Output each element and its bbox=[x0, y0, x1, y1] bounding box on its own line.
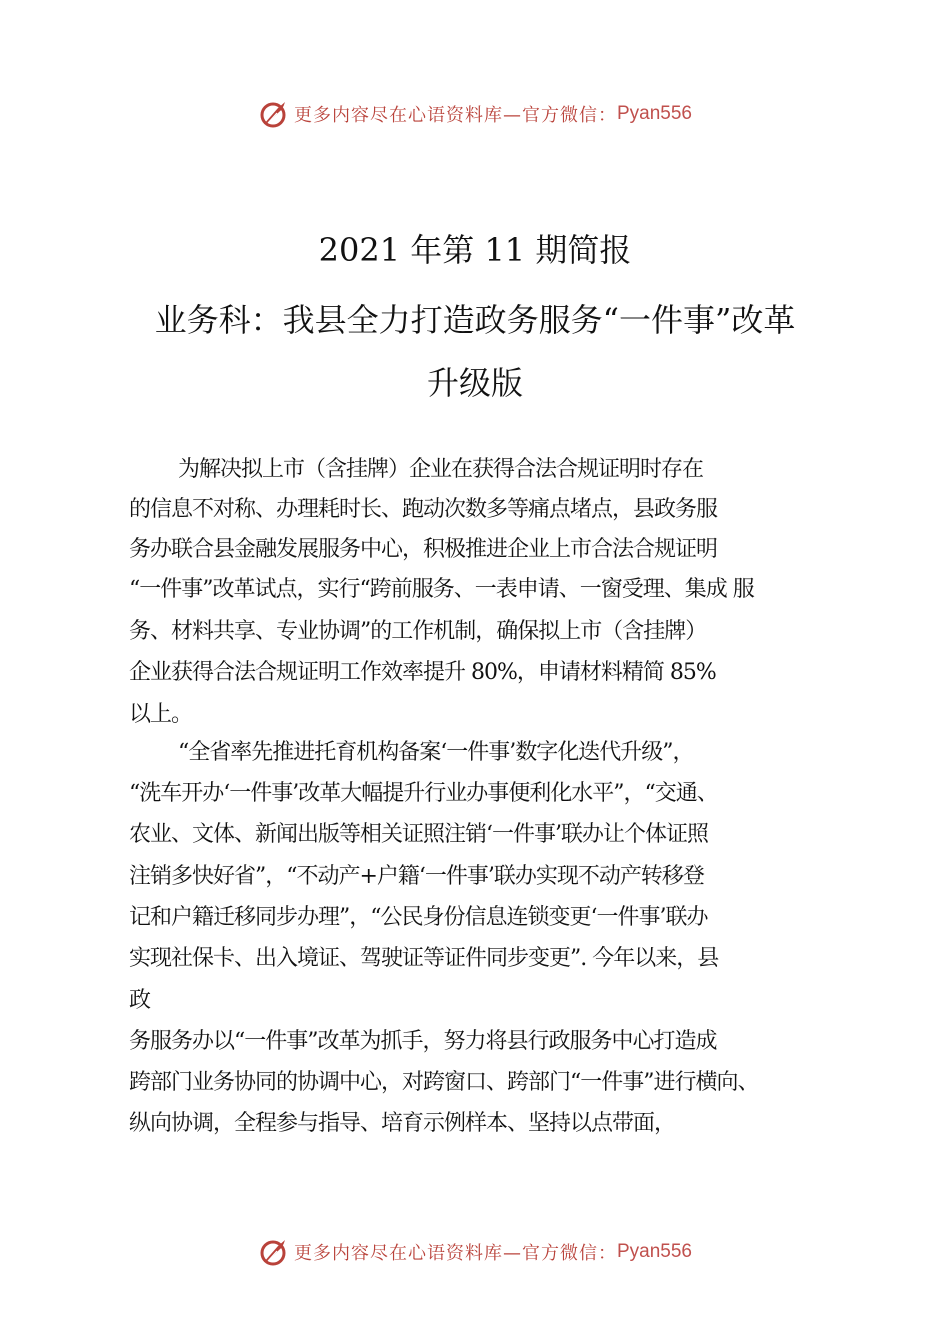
header-watermark bbox=[0, 94, 950, 134]
body-line: 政 bbox=[129, 988, 151, 1013]
watermark-wechat-id: Pyan556 bbox=[616, 103, 692, 124]
watermark-text: 更多内容尽在心语资料库—官方微信： bbox=[293, 1243, 617, 1264]
body-line: “一件事”改革试点，实行“跨前服务、一表申请、一窗受理、集成 服 bbox=[129, 577, 754, 602]
body-line: 为解决拟上市（含挂牌）企业在获得合法合规证明时存在 bbox=[178, 457, 704, 482]
watermark-text: 更多内容尽在心语资料库—官方微信： bbox=[293, 105, 617, 126]
watermark-wechat-id: Pyan556 bbox=[616, 1241, 692, 1262]
body-line: 跨部门业务协同的协调中心，对跨窗口、跨部门“一件事”进行横向、 bbox=[129, 1070, 759, 1095]
body-line: 企业获得合法合规证明工作效率提升 80%，申请材料精简 85% bbox=[129, 660, 716, 685]
body-line: 注销多快好省”，“不动产+户籍‘一件事’联办实现不动产转移登 bbox=[129, 864, 704, 889]
body-line: 的信息不对称、办理耗时长、跑动次数多等痛点堵点，县政务服 bbox=[129, 497, 718, 522]
body-line: 务办联合县金融发展服务中心，积极推进企业上市合法合规证明 bbox=[129, 537, 718, 562]
document-title-line-3: 升级版 bbox=[426, 364, 523, 402]
body-line: 实现社保卡、出入境证、驾驶证等证件同步变更”. 今年以来，县 bbox=[129, 946, 719, 971]
body-line: 农业、文体、新闻出版等相关证照注销‘一件事’联办让个体证照 bbox=[129, 822, 708, 847]
body-line: 务、材料共享、专业协调”的工作机制，确保拟上市（含挂牌） bbox=[129, 619, 707, 644]
body-line: 务服务办以“一件事”改革为抓手，努力将县行政服务中心打造成 bbox=[129, 1029, 717, 1054]
body-line: 纵向协调，全程参与指导、培育示例样本、坚持以点带面， bbox=[129, 1111, 676, 1136]
quill-logo-icon bbox=[258, 99, 288, 129]
body-line: 记和户籍迁移同步办理”，“公民身份信息连锁变更‘一件事’联办 bbox=[129, 905, 708, 930]
body-line: “洗车开办‘一件事’改革大幅提升行业办事便利化水平”，“交通、 bbox=[129, 781, 718, 806]
body-line: 以上。 bbox=[129, 702, 193, 727]
document-title-line-1: 2021 年第 11 期简报 bbox=[318, 231, 632, 269]
quill-logo-icon bbox=[258, 1237, 288, 1267]
document-title-line-2: 业务科：我县全力打造政务服务“一件事”改革 bbox=[154, 301, 796, 339]
body-line: “全省率先推进托育机构备案‘一件事’数字化迭代升级”， bbox=[178, 740, 694, 765]
footer-watermark bbox=[0, 1232, 950, 1272]
